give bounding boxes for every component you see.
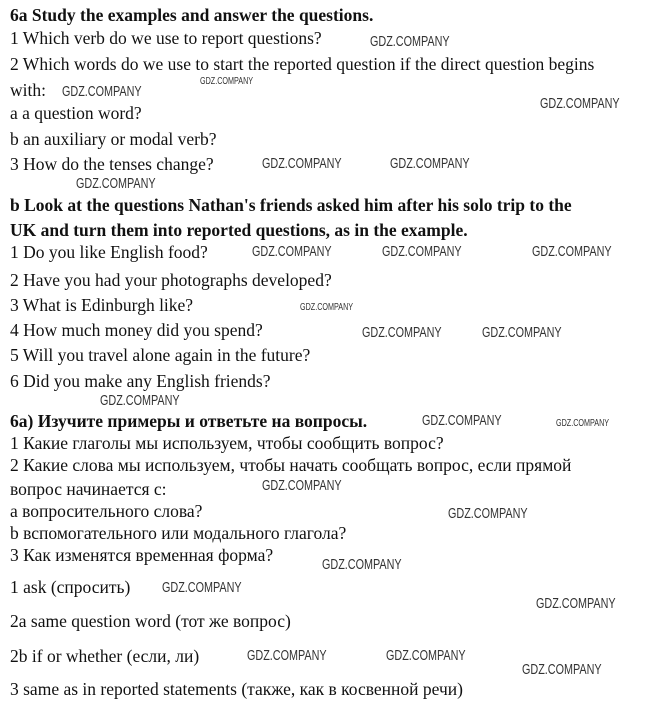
heading-6b-cont: UK and turn them into reported questions, as in the example. xyxy=(10,220,468,240)
question-line: with: xyxy=(10,80,46,100)
watermark: GDZ.COMPANY xyxy=(370,33,450,50)
question-line: b an auxiliary or modal verb? xyxy=(10,129,217,149)
question-line: 2 Have you had your photographs developed? xyxy=(10,270,332,290)
question-line: 1 Какие глаголы мы используем, чтобы сообщить вопрос? xyxy=(10,433,444,453)
question-line: вопрос начинается с: xyxy=(10,479,167,499)
question-line: a a question word? xyxy=(10,103,142,123)
heading-ru: 6а) Изучите примеры и ответьте на вопросы. xyxy=(10,411,368,431)
watermark: GDZ.COMPANY xyxy=(390,155,470,172)
watermark: GDZ.COMPANY xyxy=(322,556,402,573)
watermark: GDZ.COMPANY xyxy=(536,595,616,612)
heading-6b: b Look at the questions Nathan's friends asked him after his solo trip to the xyxy=(10,195,572,215)
question-line: 5 Will you travel alone again in the future? xyxy=(10,345,311,365)
watermark: GDZ.COMPANY xyxy=(62,83,142,100)
watermark: GDZ.COMPANY xyxy=(100,392,180,409)
watermark: GDZ.COMPANY xyxy=(262,477,342,494)
question-line: 3 What is Edinburgh like? xyxy=(10,295,194,315)
watermark: GDZ.COMPANY xyxy=(200,76,254,87)
watermark: GDZ.COMPANY xyxy=(162,579,242,596)
answer-line: 3 same as in reported statements (также, как в косвенной речи) xyxy=(10,679,463,699)
watermark: GDZ.COMPANY xyxy=(386,647,466,664)
watermark: GDZ.COMPANY xyxy=(262,155,342,172)
watermark: GDZ.COMPANY xyxy=(422,412,502,429)
watermark: GDZ.COMPANY xyxy=(540,95,620,112)
watermark: GDZ.COMPANY xyxy=(362,324,442,341)
answer-line: 2a same question word (тот же вопрос) xyxy=(10,611,291,631)
watermark: GDZ.COMPANY xyxy=(522,661,602,678)
question-line: 1 Do you like English food? xyxy=(10,242,208,262)
answer-line: 2b if or whether (если, ли) xyxy=(10,646,200,666)
question-line: 4 How much money did you spend? xyxy=(10,320,263,340)
watermark: GDZ.COMPANY xyxy=(482,324,562,341)
question-line: 2 Which words do we use to start the reported question if the direct question begins xyxy=(10,54,595,74)
watermark: GDZ.COMPANY xyxy=(382,243,462,260)
watermark: GDZ.COMPANY xyxy=(247,647,327,664)
watermark: GDZ.COMPANY xyxy=(448,505,528,522)
watermark: GDZ.COMPANY xyxy=(556,418,610,429)
watermark: GDZ.COMPANY xyxy=(532,243,612,260)
question-line: 3 How do the tenses change? xyxy=(10,154,214,174)
question-line: 6 Did you make any English friends? xyxy=(10,371,271,391)
heading-6a: 6a Study the examples and answer the questions. xyxy=(10,5,374,25)
answer-line: 1 ask (спросить) xyxy=(10,577,131,597)
question-line: а вопросительного слова? xyxy=(10,501,203,521)
question-line: 2 Какие слова мы используем, чтобы начать сообщать вопрос, если прямой xyxy=(10,455,572,475)
question-line: 3 Как изменятся временная форма? xyxy=(10,545,274,565)
watermark: GDZ.COMPANY xyxy=(252,243,332,260)
watermark: GDZ.COMPANY xyxy=(76,175,156,192)
question-line: 1 Which verb do we use to report questions? xyxy=(10,28,322,48)
question-line: b вспомогательного или модального глагола? xyxy=(10,523,347,543)
watermark: GDZ.COMPANY xyxy=(300,302,354,313)
